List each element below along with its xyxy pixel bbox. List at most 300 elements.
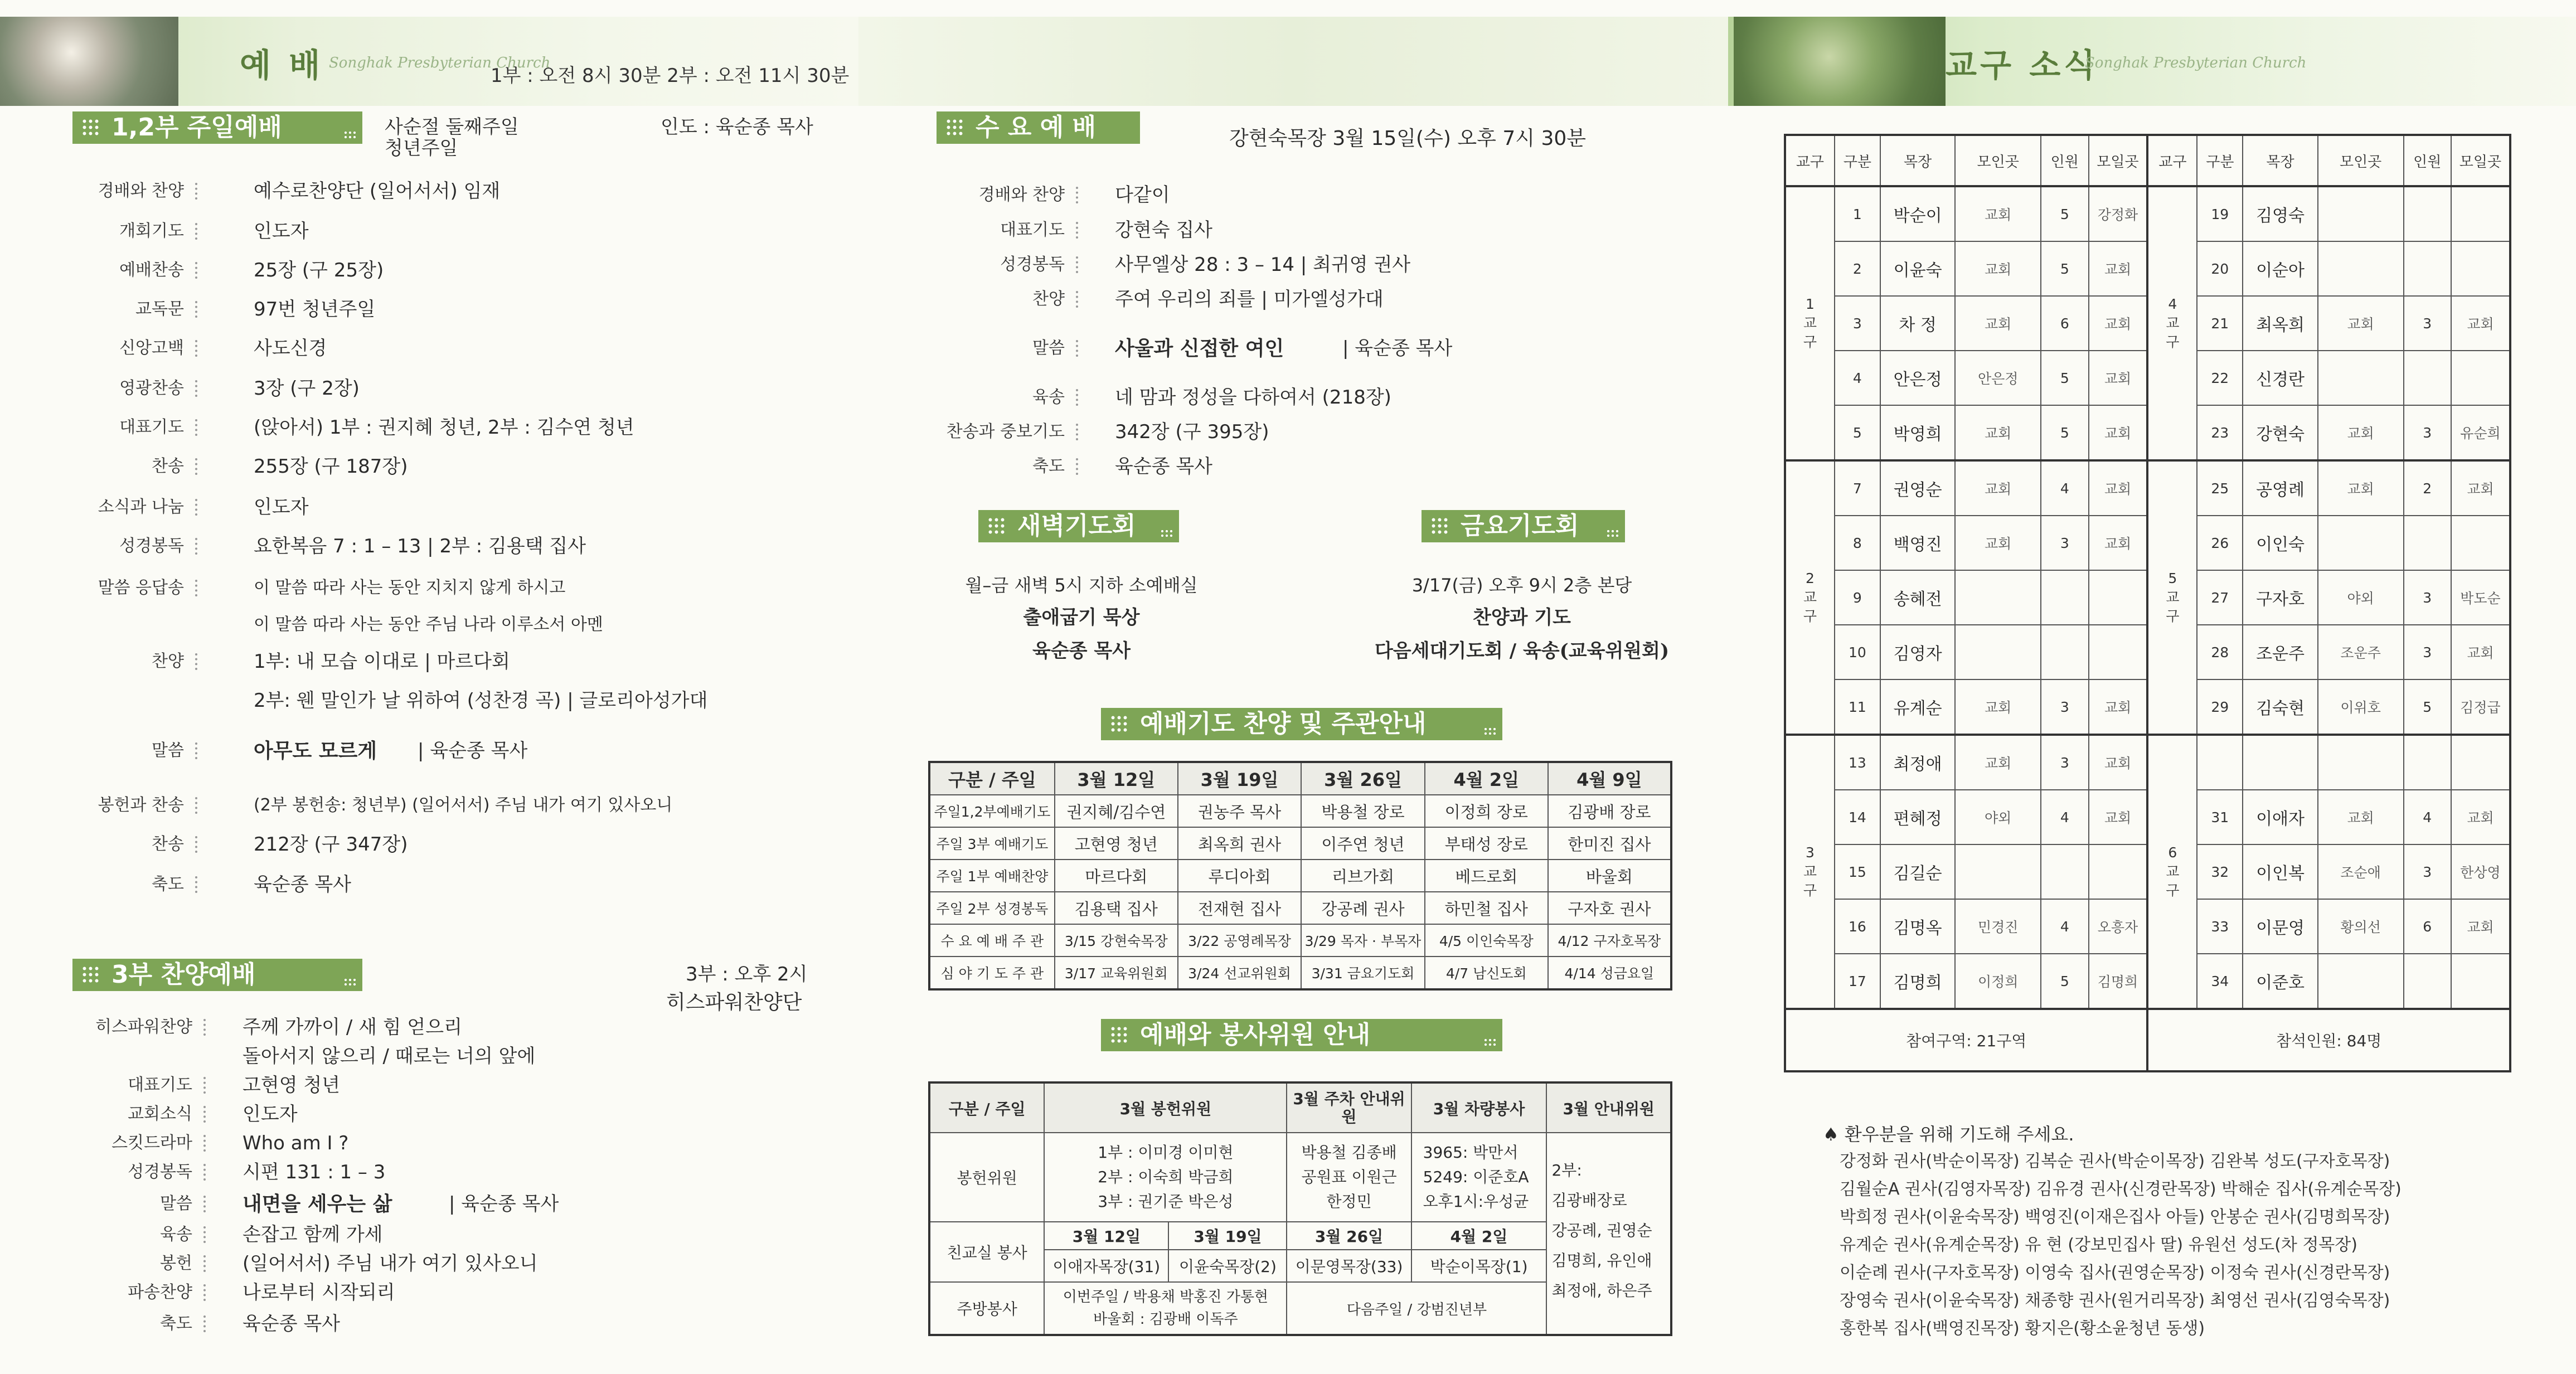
colon-divider xyxy=(195,876,200,893)
wednesday-worship-header xyxy=(937,111,1140,144)
order-label: 스킷드라마 xyxy=(111,1133,192,1153)
table-row xyxy=(929,860,1671,892)
parish-cell: 3 xyxy=(2041,516,2088,570)
colon-divider xyxy=(1076,291,1080,308)
parish-cell: 이윤숙 xyxy=(1880,241,1955,296)
order-label: 봉헌과 찬송 xyxy=(98,795,184,815)
praise-row-label: 주일 1부 예배찬양 xyxy=(929,860,1055,892)
parish-cell: 3 xyxy=(2041,735,2088,790)
church-script-right: Songhak Presbyterian Church xyxy=(2085,55,2307,71)
order-value: 인도자 xyxy=(242,1103,298,1125)
grid-dots-icon xyxy=(81,965,100,984)
parish-cell: 이정희 xyxy=(1955,954,2041,1009)
order-label: 교독문 xyxy=(135,299,184,319)
parish-group-label xyxy=(1785,735,1835,1009)
fellowship-cell: 이애자목장(31) xyxy=(1044,1250,1168,1282)
order-label: 말씀 xyxy=(1032,338,1065,358)
praise-cell: 3/24 선교위원회 xyxy=(1178,957,1301,989)
praise-cell: 강공례 권사 xyxy=(1301,892,1425,924)
order-value: 다같이 xyxy=(1115,184,1170,206)
patients-title: 환우분을 위해 기도해 주세요. xyxy=(1844,1124,2074,1145)
guide-item: 김광배장로 xyxy=(1551,1191,1627,1210)
parish-cell: 4 xyxy=(1835,351,1880,405)
parish-group-char: 구 xyxy=(2166,334,2180,350)
order-value-secondary: | 육순종 목사 xyxy=(418,740,528,762)
parking-item: 한정민 xyxy=(1326,1192,1372,1211)
parish-cell xyxy=(2404,241,2451,296)
order-label: 경배와 찬양 xyxy=(978,185,1065,205)
parish-cell: 송혜전 xyxy=(1880,570,1955,625)
parish-cell: 13 xyxy=(1835,735,1880,790)
colon-divider xyxy=(1076,424,1080,440)
parish-cell: 3 xyxy=(1835,296,1880,351)
praise-cell: 3/29 목자 · 부목자 xyxy=(1301,924,1425,957)
parish-cell: 7 xyxy=(1835,460,1880,516)
praise-cell: 바울회 xyxy=(1548,860,1671,892)
parish-cell: 교회 xyxy=(2089,351,2148,405)
colon-divider xyxy=(203,1255,208,1272)
vehicle-list xyxy=(1411,1133,1547,1222)
parish-group-char: 교 xyxy=(1803,589,1817,605)
kitchen-line: 바울회 : 김광배 이독주 xyxy=(1093,1311,1238,1328)
table-row xyxy=(1785,186,2510,241)
parish-cell: 3 xyxy=(2404,405,2451,460)
praise-header-cell: 3월 12일 xyxy=(1055,762,1178,795)
order-label: 히스파워찬양 xyxy=(95,1017,192,1037)
occasion-line1: 사순절 둘째주일 xyxy=(385,116,519,138)
dawn-line2: 출애굽기 묵상 xyxy=(1023,606,1140,629)
order-label: 경배와 찬양 xyxy=(98,181,184,201)
order-value: 25장 (구 25장) xyxy=(254,259,384,281)
dawn-line1: 월–금 새벽 5시 지하 소예배실 xyxy=(965,575,1198,596)
parish-cell: 안은정 xyxy=(1880,351,1955,405)
dawn-prayer-title: 새벽기도회 xyxy=(1017,512,1136,540)
parish-cell: 교회 xyxy=(2089,679,2148,735)
patient-line: 홍한복 집사(백영진목장) 황지은(황소윤청년 동생) xyxy=(1840,1319,2205,1338)
colon-divider xyxy=(1076,187,1080,203)
order-value: 이 말씀 따라 사는 동안 주님 나라 이루소서 아멘 xyxy=(254,615,603,634)
praise-cell: 박용철 장로 xyxy=(1301,795,1425,827)
patient-line: 유계순 권사(유계순목장) 유 현 (강보민집사 딸) 유원선 성도(차 정목장) xyxy=(1840,1235,2357,1255)
praise-cell: 김광배 장로 xyxy=(1548,795,1671,827)
praise-cell: 고현영 청년 xyxy=(1055,827,1178,860)
dawn-line3: 육순종 목사 xyxy=(1032,640,1131,662)
grid-dots-icon xyxy=(1430,517,1449,536)
parish-cell: 교회 xyxy=(2089,460,2148,516)
parish-cell: 유순희 xyxy=(2451,405,2510,460)
order-label: 신앙고백 xyxy=(119,338,184,358)
parish-cell: 32 xyxy=(2197,844,2243,899)
parish-cell xyxy=(2318,516,2404,570)
parish-cell: 이위호 xyxy=(2318,679,2404,735)
parish-cell: 교회 xyxy=(2089,516,2148,570)
parish-header-cell: 교구 xyxy=(1785,135,1835,186)
parish-cell: 신경란 xyxy=(2243,351,2317,405)
parish-cell: 김명희 xyxy=(1880,954,1955,1009)
sunday-worship-header xyxy=(72,111,362,144)
parish-cell: 김영자 xyxy=(1880,625,1955,679)
parish-cell: 이애자 xyxy=(2243,790,2317,844)
parish-cell: 6 xyxy=(2404,899,2451,954)
parish-cell: 강현숙 xyxy=(2243,405,2317,460)
parish-cell: 1 xyxy=(1835,186,1880,241)
parish-cell: 차 정 xyxy=(1880,296,1955,351)
grid-dots-icon xyxy=(1110,715,1129,734)
order-label: 찬송 xyxy=(152,834,184,854)
order-label: 성경봉독 xyxy=(128,1162,192,1182)
parish-cell: 교회 xyxy=(1955,405,2041,460)
parish-cell: 교회 xyxy=(2318,405,2404,460)
order-value-secondary: | 육순종 목사 xyxy=(449,1193,559,1215)
parish-group-char: 구 xyxy=(2166,882,2180,899)
parish-cell: 5 xyxy=(2041,351,2088,405)
parish-cell: 편혜정 xyxy=(1880,790,1955,844)
guide-item: 김명희, 유인애 xyxy=(1551,1251,1652,1270)
parish-cell: 21 xyxy=(2197,296,2243,351)
parish-cell: 4 xyxy=(2404,790,2451,844)
parish-cell: 교회 xyxy=(2318,296,2404,351)
parish-cell: 김명옥 xyxy=(1880,899,1955,954)
parish-group-char: 6 xyxy=(2168,844,2177,861)
colon-divider xyxy=(203,1226,208,1243)
service-head-vehicle: 3월 차량봉사 xyxy=(1411,1082,1547,1133)
parish-header-cell: 인원 xyxy=(2404,135,2451,186)
praise-cell: 김용택 집사 xyxy=(1055,892,1178,924)
parish-cell: 최정애 xyxy=(1880,735,1955,790)
fellowship-label: 친교실 봉사 xyxy=(929,1222,1044,1282)
parish-cell: 2 xyxy=(2404,460,2451,516)
parish-cell: 5 xyxy=(2041,954,2088,1009)
colon-divider xyxy=(203,1106,208,1123)
praise-cell: 4/5 이인숙목장 xyxy=(1425,924,1548,957)
colon-divider xyxy=(195,742,200,759)
parish-cell: 3 xyxy=(2404,625,2451,679)
kitchen-label: 주방봉사 xyxy=(929,1282,1044,1335)
parish-header-cell: 모인곳 xyxy=(1955,135,2041,186)
order-value: 사무엘상 28 : 3 – 14 | 최귀영 권사 xyxy=(1115,254,1411,276)
parish-cell: 5 xyxy=(2041,405,2088,460)
parish-cell: 조운주 xyxy=(2318,625,2404,679)
parish-cell: 교회 xyxy=(1955,460,2041,516)
patient-line: 박희정 권사(이윤숙목장) 백영진(이재은집사 아들) 안봉순 권사(김명희목장) xyxy=(1840,1207,2390,1227)
praise-header-cell: 4월 9일 xyxy=(1548,762,1671,795)
parish-cell xyxy=(2089,625,2148,679)
colon-divider xyxy=(203,1196,208,1212)
order-value: 이 말씀 따라 사는 동안 지치지 않게 하시고 xyxy=(254,578,566,598)
order-value: 주께 가까이 / 새 힘 얻으리 xyxy=(242,1016,462,1038)
praise-cell: 권농주 목사 xyxy=(1178,795,1301,827)
parish-cell xyxy=(2243,735,2317,790)
parish-cell xyxy=(2451,954,2510,1009)
grid-dots-icon xyxy=(945,118,964,137)
order-label: 개회기도 xyxy=(119,221,184,241)
parish-cell xyxy=(1955,570,2041,625)
parish-cell: 11 xyxy=(1835,679,1880,735)
parish-cell: 권영순 xyxy=(1880,460,1955,516)
parish-group-char: 3 xyxy=(1805,844,1815,861)
order-value: 예수로찬양단 (일어서서) 임재 xyxy=(254,180,501,202)
order-value-secondary: | 육순종 목사 xyxy=(1342,337,1453,360)
order-label: 육송 xyxy=(160,1225,192,1244)
praise-row-label: 주일1,2부예배기도 xyxy=(929,795,1055,827)
parish-cell: 교회 xyxy=(2451,625,2510,679)
wednesday-worship-title: 수 요 예 배 xyxy=(976,113,1096,142)
table-row xyxy=(929,924,1671,957)
order-label: 영광찬송 xyxy=(119,378,184,398)
parish-cell: 4 xyxy=(2041,790,2088,844)
parish-cell: 14 xyxy=(1835,790,1880,844)
parish-group-char: 2 xyxy=(1805,570,1815,586)
order-label: 찬양 xyxy=(152,652,184,671)
praise-cell: 4/12 구자호목장 xyxy=(1548,924,1671,957)
colon-divider xyxy=(203,1164,208,1181)
parish-cell: 유계순 xyxy=(1880,679,1955,735)
parish-group-label xyxy=(2147,735,2197,1009)
parish-header-cell: 교구 xyxy=(2147,135,2197,186)
praise-cell: 구자호 권사 xyxy=(1548,892,1671,924)
dots-icon xyxy=(1160,529,1172,537)
colon-divider xyxy=(203,1019,208,1036)
spade-icon: ♠ xyxy=(1823,1124,1839,1145)
date-cell: 3월 12일 xyxy=(1044,1222,1168,1250)
praise-header-cell: 구분 / 주일 xyxy=(929,762,1055,795)
parish-cell: 22 xyxy=(2197,351,2243,405)
parish-cell: 교회 xyxy=(2451,790,2510,844)
third-team: 히스파워찬양단 xyxy=(666,991,802,1014)
parish-group-char: 5 xyxy=(2168,570,2177,586)
praise-cell: 전재현 집사 xyxy=(1178,892,1301,924)
parish-group-label xyxy=(2147,460,2197,735)
order-value: 요한복음 7 : 1 – 13 | 2부 : 김용택 집사 xyxy=(254,535,586,557)
kitchen-line: 이번주일 / 박용채 박홍진 가통현 xyxy=(1063,1289,1269,1305)
order-value: 육순종 목사 xyxy=(1115,455,1213,478)
colon-divider xyxy=(195,653,200,670)
parish-header-cell: 목장 xyxy=(1880,135,1955,186)
order-value: 육순종 목사 xyxy=(254,873,352,896)
order-label: 말씀 xyxy=(152,741,184,760)
praise-cell: 한미진 집사 xyxy=(1548,827,1671,860)
sunday-leader: 인도 : 육순종 목사 xyxy=(661,116,813,138)
order-value: 2부: 웬 말인가 날 위하여 (성찬경 곡) | 글로리아성가대 xyxy=(254,690,708,712)
order-label: 봉헌 xyxy=(160,1254,192,1273)
guide-item: 최정애, 하은주 xyxy=(1551,1281,1652,1300)
parish-cell: 구자호 xyxy=(2243,570,2317,625)
parish-cell xyxy=(2404,516,2451,570)
parish-cell: 교회 xyxy=(2089,296,2148,351)
praise-cell: 이주연 청년 xyxy=(1301,827,1425,860)
service-head-guide: 3월 안내위원 xyxy=(1546,1082,1671,1133)
colon-divider xyxy=(203,1315,208,1332)
order-value: 네 맘과 정성을 다하여서 (218장) xyxy=(1115,386,1391,409)
parish-group-label xyxy=(2147,186,2197,460)
parish-cell: 27 xyxy=(2197,570,2243,625)
parish-cell: 4 xyxy=(2041,460,2088,516)
colon-divider xyxy=(195,499,200,516)
parish-header-cell: 인원 xyxy=(2041,135,2088,186)
parish-cell: 이순아 xyxy=(2243,241,2317,296)
service-table-title: 예배와 봉사위원 안내 xyxy=(1140,1021,1371,1049)
parish-news-title: 교구 소식 xyxy=(1946,46,2099,84)
parish-cell: 5 xyxy=(2041,241,2088,296)
parish-cell: 이준호 xyxy=(2243,954,2317,1009)
parish-cell: 16 xyxy=(1835,899,1880,954)
parish-cell: 34 xyxy=(2197,954,2243,1009)
vehicle-item: 오후1시:우성균 xyxy=(1423,1192,1529,1211)
parish-group-char: 구 xyxy=(1803,334,1817,350)
dots-icon xyxy=(343,978,356,985)
parish-cell: 23 xyxy=(2197,405,2243,460)
order-value: 3장 (구 2장) xyxy=(254,377,360,400)
parish-group-char: 1 xyxy=(1805,296,1815,312)
parish-cell: 백영진 xyxy=(1880,516,1955,570)
parish-cell xyxy=(2451,351,2510,405)
parish-group-char: 교 xyxy=(2166,589,2180,605)
parking-item: 박용철 김종배 xyxy=(1301,1143,1397,1162)
parish-table xyxy=(1784,134,2511,1072)
order-label: 말씀 응답송 xyxy=(98,578,184,598)
parish-group-char: 교 xyxy=(1803,863,1817,880)
parish-header-cell: 구분 xyxy=(2197,135,2243,186)
praise-header-cell: 4월 2일 xyxy=(1425,762,1548,795)
grid-dots-icon xyxy=(81,118,100,137)
parish-header-cell: 모일곳 xyxy=(2089,135,2148,186)
praise-cell: 루디아회 xyxy=(1178,860,1301,892)
praise-cell: 하민철 집사 xyxy=(1425,892,1548,924)
header-band-middle xyxy=(858,17,1728,106)
parish-cell: 교회 xyxy=(2089,241,2148,296)
kitchen-next-week: 다음주일 / 강범진년부 xyxy=(1287,1282,1546,1335)
guide-item: 강공례, 권영순 xyxy=(1551,1221,1652,1240)
parish-cell xyxy=(2041,625,2088,679)
date-cell: 3월 26일 xyxy=(1287,1222,1411,1250)
offering-item: 2부 : 이숙희 박금희 xyxy=(1098,1168,1234,1186)
parish-cell: 이인복 xyxy=(2243,844,2317,899)
order-label: 성경봉독 xyxy=(1000,255,1065,274)
praise-cell: 최옥희 권사 xyxy=(1178,827,1301,860)
service-table xyxy=(928,1081,1672,1336)
parish-cell: 오흥자 xyxy=(2089,899,2148,954)
parish-cell: 김길순 xyxy=(1880,844,1955,899)
parish-cell xyxy=(2318,351,2404,405)
parish-cell: 교회 xyxy=(2089,405,2148,460)
order-value: 육순종 목사 xyxy=(242,1313,341,1335)
offering-label: 봉헌위원 xyxy=(929,1133,1044,1222)
patient-line: 장영숙 권사(이윤숙목장) 채종향 권사(원거리목장) 최영선 권사(김영숙목장) xyxy=(1840,1291,2390,1310)
praise-cell: 4/14 성금요일 xyxy=(1548,957,1671,989)
parish-cell: 조순애 xyxy=(2318,844,2404,899)
parish-cell: 9 xyxy=(1835,570,1880,625)
praise-row-label: 주일 3부 예배기도 xyxy=(929,827,1055,860)
parish-footer-right: 참석인원: 84명 xyxy=(2147,1009,2510,1071)
praise-table-title: 예배기도 찬양 및 주관안내 xyxy=(1140,710,1427,738)
order-value: (2부 봉헌송: 청년부) (일어서서) 주님 내가 여기 있사오니 xyxy=(254,795,673,815)
order-label: 찬양 xyxy=(1032,289,1065,309)
order-value: 1부: 내 모습 이대로 | 마르다회 xyxy=(254,650,510,673)
parish-cell: 3 xyxy=(2404,844,2451,899)
parish-cell: 이인숙 xyxy=(2243,516,2317,570)
header-photo-right xyxy=(1734,17,1946,106)
parish-cell: 박영희 xyxy=(1880,405,1955,460)
parish-cell xyxy=(2318,186,2404,241)
parish-cell: 야외 xyxy=(1955,790,2041,844)
parish-cell: 교회 xyxy=(2089,735,2148,790)
order-value: 사울과 신접한 여인 xyxy=(1115,337,1284,360)
praise-cell: 3/17 교육위원회 xyxy=(1055,957,1178,989)
wednesday-info: 강현숙목장 3월 15일(수) 오후 7시 30분 xyxy=(1229,127,1587,150)
order-value: 손잡고 함께 가세 xyxy=(242,1224,383,1246)
parish-group-char: 4 xyxy=(2168,296,2177,312)
praise-cell: 베드로회 xyxy=(1425,860,1548,892)
third-worship-title: 3부 찬양예배 xyxy=(111,960,256,989)
order-label: 교회소식 xyxy=(128,1104,192,1124)
dawn-prayer-header xyxy=(978,510,1179,542)
dots-icon xyxy=(343,130,356,138)
parish-cell: 17 xyxy=(1835,954,1880,1009)
parish-header-cell: 목장 xyxy=(2243,135,2317,186)
parish-cell xyxy=(2451,186,2510,241)
parish-cell: 8 xyxy=(1835,516,1880,570)
order-label: 대표기도 xyxy=(119,417,184,437)
praise-table xyxy=(928,761,1672,991)
patient-line: 강정화 권사(박순이목장) 김복순 권사(박순이목장) 김완복 성도(구자호목장) xyxy=(1840,1152,2390,1171)
parking-item: 공원표 이원근 xyxy=(1301,1168,1397,1186)
order-label: 축도 xyxy=(152,875,184,894)
parish-cell: 5 xyxy=(2041,186,2088,241)
fellowship-cell: 이문영목장(33) xyxy=(1287,1250,1411,1282)
parish-cell: 19 xyxy=(2197,186,2243,241)
fellowship-cell: 이윤숙목장(2) xyxy=(1168,1250,1287,1282)
offering-item: 1부 : 이미경 이미현 xyxy=(1098,1143,1234,1162)
church-script: Songhak Presbyterian Church xyxy=(329,55,551,71)
praise-table-header xyxy=(1101,708,1502,740)
fellowship-cell: 박순이목장(1) xyxy=(1411,1250,1547,1282)
parish-group-char: 교 xyxy=(2166,863,2180,880)
praise-cell: 이정희 장로 xyxy=(1425,795,1548,827)
occasion-line2: 청년주일 xyxy=(385,137,458,159)
parish-cell: 33 xyxy=(2197,899,2243,954)
order-label: 말씀 xyxy=(160,1194,192,1213)
parish-group-label xyxy=(1785,460,1835,735)
parish-cell: 3 xyxy=(2041,679,2088,735)
parish-cell: 최옥희 xyxy=(2243,296,2317,351)
parish-group-char: 구 xyxy=(2166,608,2180,624)
parish-cell: 이문영 xyxy=(2243,899,2317,954)
order-label: 대표기도 xyxy=(128,1075,192,1095)
parish-group-char: 구 xyxy=(1803,882,1817,899)
praise-row-label: 수 요 예 배 주 관 xyxy=(929,924,1055,957)
parish-cell: 교회 xyxy=(1955,735,2041,790)
parish-group-char: 구 xyxy=(1803,608,1817,624)
order-label: 찬송과 중보기도 xyxy=(946,422,1065,441)
praise-cell: 마르다회 xyxy=(1055,860,1178,892)
praise-cell: 리브가회 xyxy=(1301,860,1425,892)
table-row xyxy=(929,827,1671,860)
praise-row-label: 주일 2부 성경봉독 xyxy=(929,892,1055,924)
parish-cell: 김숙현 xyxy=(2243,679,2317,735)
parish-cell xyxy=(2451,241,2510,296)
order-value: 인도자 xyxy=(254,496,309,518)
patient-line: 이순례 권사(구자호목장) 이영숙 집사(권영순목장) 이정숙 권사(신경란목장) xyxy=(1840,1263,2390,1283)
order-value: 212장 (구 347장) xyxy=(254,833,408,856)
parish-cell xyxy=(2197,735,2243,790)
parish-cell xyxy=(2318,241,2404,296)
order-label: 축도 xyxy=(160,1314,192,1333)
order-label: 파송찬양 xyxy=(128,1283,192,1302)
parish-cell: 3 xyxy=(2404,570,2451,625)
order-value: Who am I ? xyxy=(242,1132,349,1154)
parish-cell: 교회 xyxy=(2451,296,2510,351)
parish-cell: 공영례 xyxy=(2243,460,2317,516)
